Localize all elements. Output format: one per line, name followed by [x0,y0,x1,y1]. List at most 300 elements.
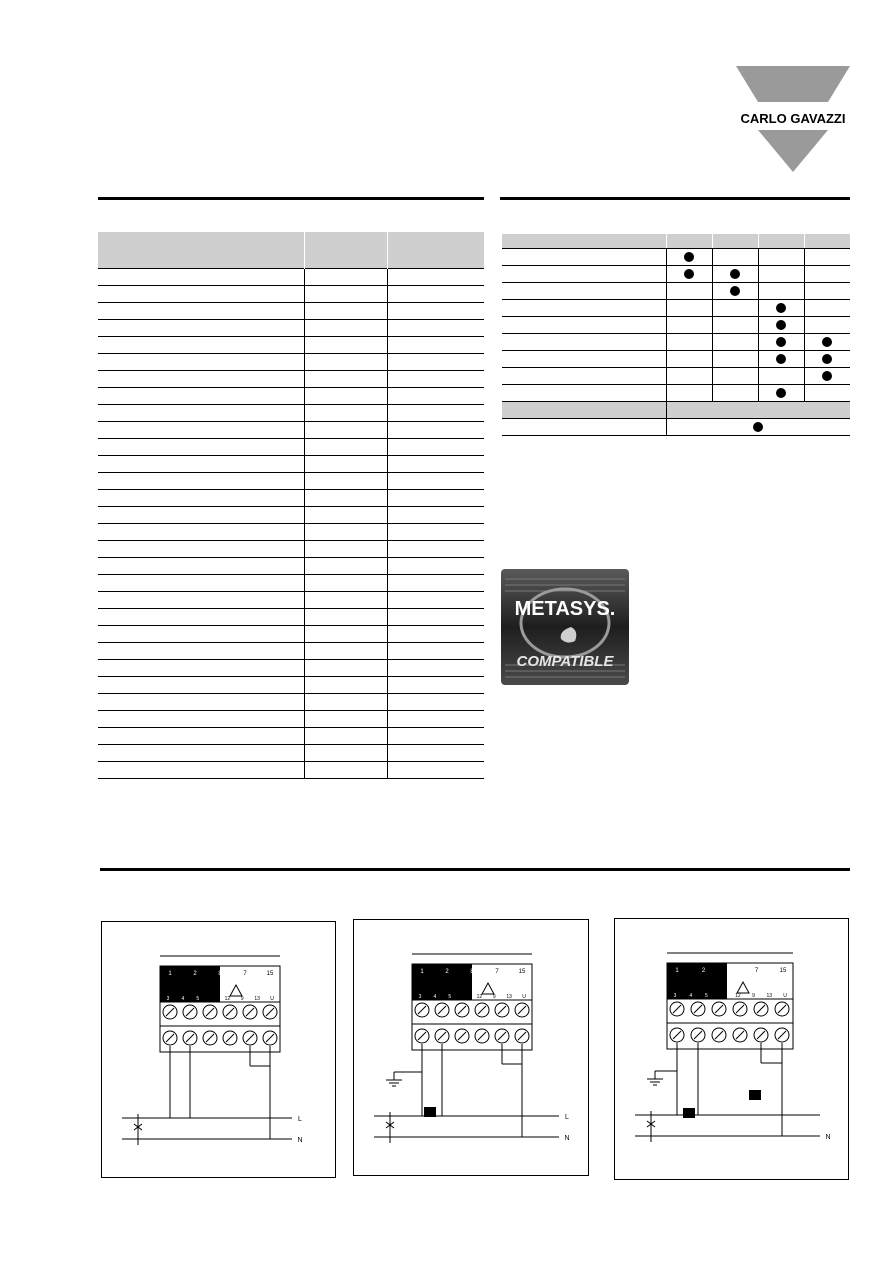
matrix-cell [666,368,712,385]
matrix-cell [804,317,850,334]
terminal-screw [455,1029,469,1043]
terminal-top-label: 8 [218,971,222,977]
matrix-cell [804,385,850,402]
table-cell [388,507,485,524]
table-cell [305,303,388,320]
matrix-cell [712,283,758,300]
terminal-top-label: 7 [754,968,759,974]
matrix-cell [712,249,758,266]
matrix-row [502,419,850,436]
compatibility-matrix [502,234,850,436]
table-row [98,405,484,422]
line-label-l: L [565,1114,569,1121]
table-cell [98,286,305,303]
table-cell [98,643,305,660]
table-cell [98,371,305,388]
diagram-section-rule [100,868,850,871]
fuse-icon [749,1090,761,1100]
table-row [98,677,484,694]
table-cell [305,337,388,354]
matrix-header-cell [804,234,850,249]
terminal-screw [223,1005,237,1019]
terminal-screw [243,1031,257,1045]
matrix-row [502,351,850,368]
terminal-top-label: 2 [445,969,449,975]
table-cell [98,677,305,694]
table-cell [305,269,388,286]
badge-subtitle: COMPATIBLE [516,653,614,670]
matrix-cell [712,334,758,351]
table-cell [388,541,485,558]
terminal-bottom-label: U [270,996,274,1002]
filled-dot-icon [776,303,786,313]
filled-dot-icon [822,354,832,364]
matrix-row-label [502,317,666,334]
terminal-top-label: 8 [470,969,474,975]
terminal-screw [475,1029,489,1043]
terminal-bottom-label: 3 [418,994,422,1000]
matrix-cell [712,300,758,317]
filled-dot-icon [684,269,694,279]
table-cell [388,745,485,762]
table-row [98,439,484,456]
terminal-screw [203,1031,217,1045]
matrix-row-label [502,385,666,402]
table-cell [305,609,388,626]
matrix-row [502,402,850,419]
matrix-header-cell [666,234,712,249]
matrix-row-label [502,351,666,368]
warning-icon [737,982,749,993]
table-cell [305,286,388,303]
wiring-diagram-2 [353,919,589,1176]
terminal-screw [263,1005,277,1019]
matrix-cell [666,300,712,317]
table-header-col-3 [388,232,485,269]
matrix-cell [804,266,850,283]
table-row [98,337,484,354]
matrix-cell [804,249,850,266]
terminal-screw [415,1003,429,1017]
table-row [98,643,484,660]
table-row [98,711,484,728]
table-cell [388,592,485,609]
table-cell [98,711,305,728]
table-cell [305,762,388,779]
terminal-bottom-label: 9 [240,996,244,1002]
table-row [98,320,484,337]
matrix-cell [666,334,712,351]
table-row [98,694,484,711]
terminal-bottom-label: 9 [752,993,755,999]
terminal-screw [712,1002,726,1016]
table-cell [305,439,388,456]
table-cell [305,371,388,388]
matrix-cell [666,249,712,266]
table-cell [98,626,305,643]
table-header-col-2 [305,232,388,269]
table-cell [98,405,305,422]
metasys-compatible-badge [501,569,629,685]
table-cell [388,303,485,320]
table-header-col-1 [98,232,305,269]
table-cell [98,473,305,490]
table-cell [388,626,485,643]
terminal-top-label: 1 [420,969,424,975]
matrix-header-cell [712,234,758,249]
table-cell [98,439,305,456]
filled-dot-icon [730,286,740,296]
matrix-row-label [502,283,666,300]
table-cell [388,609,485,626]
table-cell [98,694,305,711]
table-cell [388,456,485,473]
matrix-cell [804,351,850,368]
table-cell [98,269,305,286]
matrix-cell [758,351,804,368]
table-row [98,728,484,745]
terminal-screw [495,1003,509,1017]
table-cell [305,745,388,762]
filled-dot-icon [684,252,694,262]
left-section-rule [98,197,484,200]
fuse-icon [683,1108,695,1118]
table-row [98,371,484,388]
table-cell [388,320,485,337]
terminal-screw [163,1005,177,1019]
matrix-cell [758,266,804,283]
matrix-row [502,249,850,266]
table-cell [98,609,305,626]
terminal-top-label: 2 [193,971,197,977]
table-cell [98,575,305,592]
terminal-block [160,956,280,1052]
table-cell [98,524,305,541]
matrix-row [502,300,850,317]
terminal-screw [515,1003,529,1017]
terminal-screw [691,1002,705,1016]
matrix-row-label [502,334,666,351]
table-cell [98,728,305,745]
matrix-row [502,234,850,249]
table-row [98,524,484,541]
table-cell [305,541,388,558]
table-cell [305,558,388,575]
table-cell [305,711,388,728]
table-cell [98,592,305,609]
matrix-header-cell [758,234,804,249]
terminal-bottom-label: 5 [448,994,452,1000]
table-cell [388,660,485,677]
table-cell [388,762,485,779]
terminal-screw [691,1028,705,1042]
terminal-top-label: 7 [495,969,499,975]
fuse-icon [424,1107,436,1117]
table-cell [305,405,388,422]
terminal-screw [515,1029,529,1043]
matrix-cell [666,283,712,300]
table-cell [98,337,305,354]
matrix-row [502,368,850,385]
table-row [98,592,484,609]
matrix-cell [804,300,850,317]
matrix-row-label [502,368,666,385]
table-cell [305,490,388,507]
terminal-screw [670,1002,684,1016]
wiring [635,1043,820,1142]
matrix-row [502,266,850,283]
matrix-cell [712,385,758,402]
carlo-gavazzi-logo [736,66,850,174]
matrix-cell [712,266,758,283]
matrix-cell [666,385,712,402]
terminal-bottom-label: U [522,994,526,1000]
line-label-n: N [564,1135,570,1142]
terminal-screw [475,1003,489,1017]
terminal-bottom-label: 12 [224,996,231,1002]
line-label-l: L [298,1116,302,1123]
filled-dot-icon [776,337,786,347]
table-row [98,558,484,575]
terminal-bottom-label: 13 [766,993,773,999]
matrix-footer-label [502,419,666,436]
table-cell [98,745,305,762]
table-cell [388,490,485,507]
table-cell [388,677,485,694]
line-label-n: N [297,1137,303,1144]
terminal-bottom-label: 9 [492,994,496,1000]
terminal-screw [183,1005,197,1019]
terminal-top-label: 15 [518,969,526,975]
terminal-screw [775,1002,789,1016]
table-cell [305,626,388,643]
table-cell [388,337,485,354]
wiring-diagram-1 [101,921,336,1178]
table-cell [388,524,485,541]
terminal-bottom-label: 12 [735,993,741,999]
matrix-cell [804,283,850,300]
table-row [98,507,484,524]
table-cell [388,558,485,575]
matrix-row [502,317,850,334]
table-cell [98,354,305,371]
terminal-bottom-label: 3 [673,993,677,999]
earth-icon [647,1071,677,1085]
terminal-block [667,953,793,1049]
table-cell [388,473,485,490]
matrix-row-label [502,249,666,266]
table-cell [305,456,388,473]
terminal-bottom-label: 11 [461,994,468,1000]
table-row [98,269,484,286]
matrix-cell [758,385,804,402]
matrix-row-label [502,266,666,283]
terminal-screw [243,1005,257,1019]
table-row [98,422,484,439]
table-cell [305,507,388,524]
table-cell [98,320,305,337]
table-cell [305,422,388,439]
terminal-screw [455,1003,469,1017]
terminal-screw [754,1028,768,1042]
table-cell [305,575,388,592]
filled-dot-icon [776,388,786,398]
table-row [98,490,484,507]
terminal-screw [163,1031,177,1045]
table-cell [388,728,485,745]
terminal-bottom-label: 4 [433,994,437,1000]
terminal-screw [415,1029,429,1043]
terminal-screw [495,1029,509,1043]
terminal-top-label: 8 [728,968,732,974]
table-cell [388,354,485,371]
terminal-top-label: 1 [168,971,172,977]
matrix-row [502,283,850,300]
table-cell [305,354,388,371]
filled-dot-icon [822,371,832,381]
filled-dot-icon [753,422,763,432]
matrix-cell [712,368,758,385]
table-cell [388,422,485,439]
table-cell [98,456,305,473]
table-row [98,575,484,592]
warning-icon [482,983,494,994]
matrix-cell [758,249,804,266]
table-row [98,745,484,762]
table-cell [305,694,388,711]
terminal-block [412,954,532,1050]
table-row [98,286,484,303]
specification-table [98,232,484,810]
terminal-screw [670,1028,684,1042]
matrix-cell [666,266,712,283]
table-cell [388,371,485,388]
filled-dot-icon [776,354,786,364]
terminal-bottom-label: 5 [196,996,200,1002]
table-row [98,456,484,473]
matrix-row-label [502,300,666,317]
terminal-screw [733,1028,747,1042]
terminal-screw [203,1005,217,1019]
terminal-top-label: 2 [701,968,706,974]
table-cell [305,592,388,609]
wiring-diagram-3 [614,918,849,1180]
terminal-top-label: 1 [675,968,679,974]
matrix-cell [758,283,804,300]
table-cell [305,643,388,660]
matrix-row [502,334,850,351]
terminal-screw [223,1031,237,1045]
table-cell [98,388,305,405]
terminal-bottom-label: 12 [476,994,483,1000]
table-cell [388,694,485,711]
matrix-header-label [502,234,666,249]
terminal-top-label: 15 [779,968,787,974]
terminal-bottom-label: 4 [689,993,693,999]
terminal-top-label: 15 [266,971,274,977]
matrix-cell [666,351,712,368]
terminal-bottom-label: 4 [181,996,185,1002]
table-cell [98,303,305,320]
table-cell [388,643,485,660]
table-row [98,303,484,320]
table-cell [305,524,388,541]
table-cell [305,728,388,745]
warning-icon [230,985,242,996]
terminal-bottom-label: 11 [209,996,216,1002]
wiring [374,1044,559,1143]
terminal-bottom-label: 13 [506,994,512,1000]
matrix-subheader-label [502,402,666,419]
table-cell [388,405,485,422]
table-cell [388,388,485,405]
table-cell [98,660,305,677]
table-cell [305,660,388,677]
terminal-bottom-label: U [783,993,787,999]
table-cell [98,762,305,779]
right-section-rule [500,197,850,200]
terminal-bottom-label: 11 [719,993,725,999]
terminal-bottom-label: 3 [166,996,170,1002]
table-row [98,541,484,558]
table-row [98,609,484,626]
table-row [98,354,484,371]
badge-title: METASYS. [514,598,616,620]
terminal-screw [435,1003,449,1017]
matrix-cell [804,368,850,385]
terminal-bottom-label: 13 [254,996,260,1002]
filled-dot-icon [822,337,832,347]
matrix-cell [804,334,850,351]
table-cell [388,439,485,456]
line-label-n: N [825,1134,831,1141]
terminal-screw [775,1028,789,1042]
table-cell [98,558,305,575]
table-row [98,660,484,677]
terminal-top-label: 7 [243,971,247,977]
table-cell [98,490,305,507]
table-cell [98,541,305,558]
wiring [122,1046,292,1145]
terminal-screw [712,1028,726,1042]
terminal-screw [733,1002,747,1016]
table-cell [305,677,388,694]
matrix-row [502,385,850,402]
table-cell [388,269,485,286]
matrix-cell [712,351,758,368]
table-cell [305,320,388,337]
matrix-cell [758,368,804,385]
matrix-cell [758,300,804,317]
matrix-subheader-cell [666,402,850,419]
terminal-screw [263,1031,277,1045]
table-cell [98,422,305,439]
table-row [98,626,484,643]
table-cell [305,473,388,490]
terminal-screw [754,1002,768,1016]
table-row [98,473,484,490]
terminal-screw [183,1031,197,1045]
matrix-cell [712,317,758,334]
earth-icon [386,1072,422,1086]
matrix-cell [666,317,712,334]
filled-dot-icon [730,269,740,279]
table-cell [305,388,388,405]
table-row [98,762,484,779]
matrix-footer-cell [666,419,850,436]
table-cell [388,575,485,592]
table-cell [388,286,485,303]
